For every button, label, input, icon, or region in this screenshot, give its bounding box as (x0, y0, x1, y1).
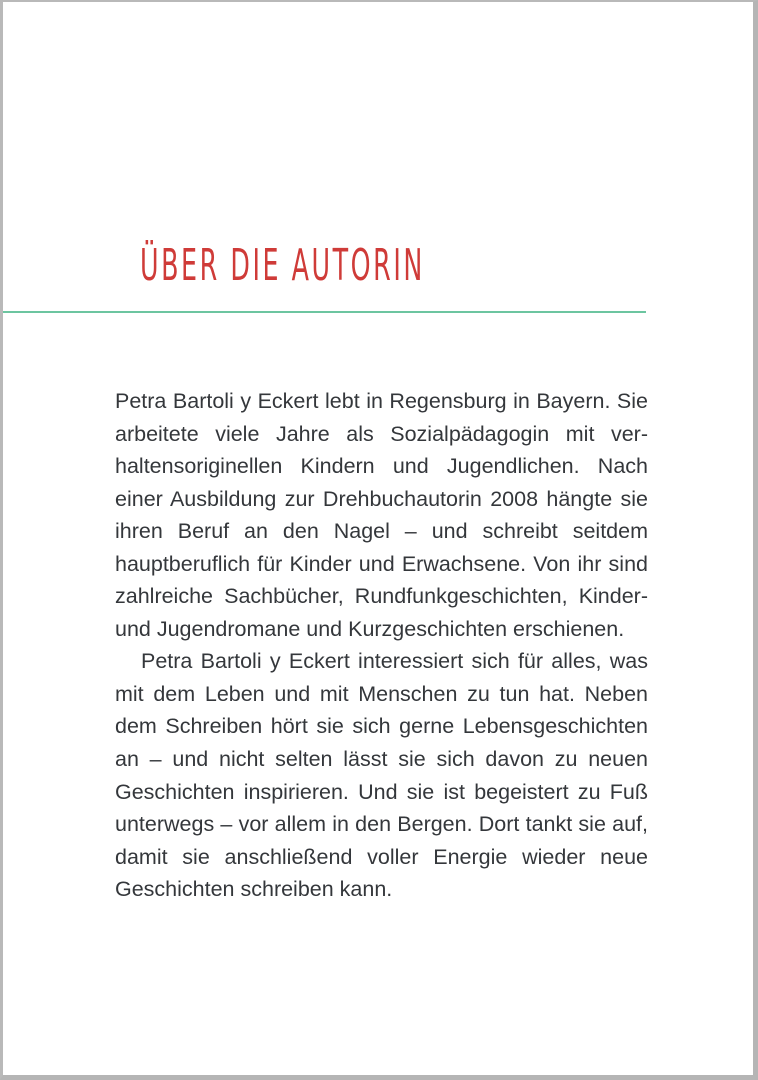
paragraph-biography: Petra Bartoli y Eckert lebt in Regensburg in Bayern. Sie arbeitete viele Jahre als Sozialpädagogin mit verhaltensoriginellen Kindern und Jugendlichen. Nach einer Ausbildung zur Drehbuchautorin 2008 hängte sie ihren Beruf an den Nagel – und schreibt seitdem hauptberuflich für Kinder und Erwachsene. Von ihr sind zahlreiche Sachbücher, Rundfunkgeschichten, Kinder- und Jugendromane und Kurzgeschichten erschienen. (115, 389, 648, 641)
heading-divider (3, 311, 646, 313)
paragraph-interests: Petra Bartoli y Eckert interessiert sich für alles, was mit dem Leben und mit Menschen zu tun hat. Neben dem Schreiben hört sie sich gerne Lebensgeschichten an – und nicht selten lässt sie sich davon zu neuen Geschichten inspirieren. Und sie ist begeistert zu Fuß unterwegs – vor allem in den Bergen. Dort tankt sie auf, damit sie anschließend voller Energie wieder neue Geschichten schreiben kann. (115, 649, 648, 902)
page-title: ÜBER DIE AUTORIN (140, 240, 425, 291)
body-text-column (115, 385, 648, 906)
